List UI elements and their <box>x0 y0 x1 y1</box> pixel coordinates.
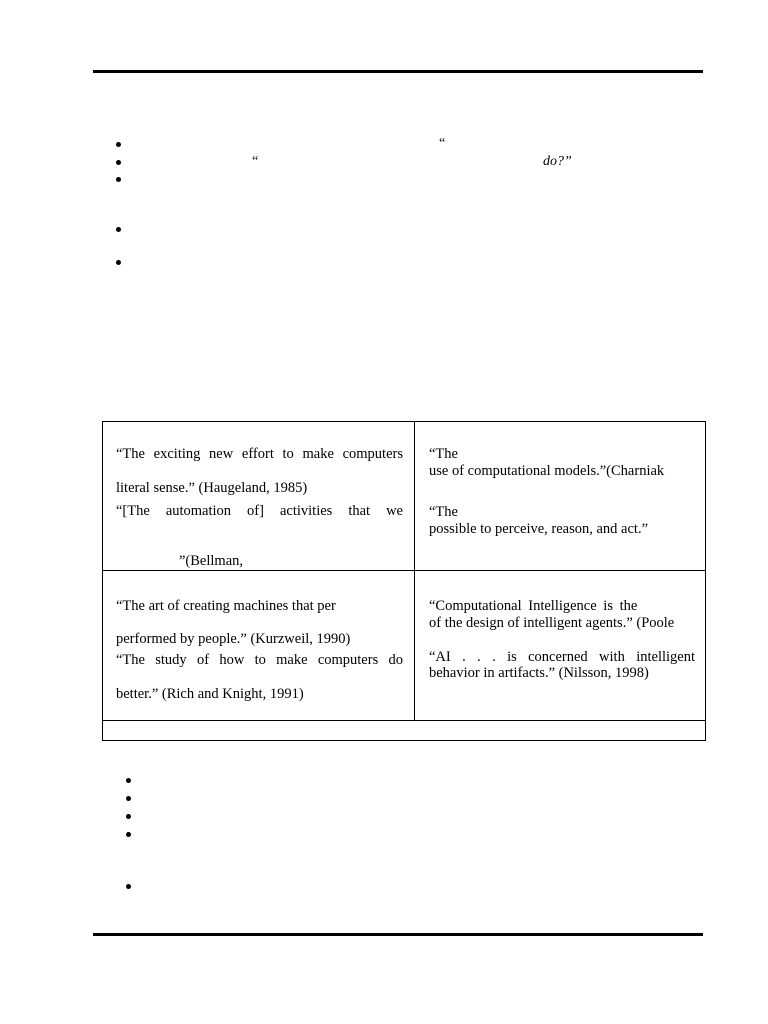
bullet-text-fragment: “ <box>252 154 259 169</box>
table-cell-text: “The study of how to make computers do <box>116 652 403 668</box>
bullet-icon <box>116 160 121 165</box>
table-cell-text: “[The automation of] activities that we <box>116 503 403 519</box>
table-cell-text: better.” (Rich and Knight, 1991) <box>116 686 304 702</box>
table-cell-text: literal sense.” (Haugeland, 1985) <box>116 480 308 496</box>
table-column-divider <box>414 422 415 720</box>
list-item <box>0 825 768 843</box>
list-item <box>0 135 768 153</box>
header-rule <box>93 70 703 73</box>
list-item <box>0 153 768 171</box>
bullet-icon <box>116 260 121 265</box>
bullet-icon <box>116 177 121 182</box>
bullet-icon <box>116 227 121 232</box>
table-cell-text: “The exciting new effort to make computers <box>116 446 403 462</box>
table-cell-text: ”(Bellman, <box>179 553 244 569</box>
table-cell-text: “The art of creating machines that per <box>116 598 336 614</box>
list-item <box>0 789 768 807</box>
bullet-icon <box>126 884 131 889</box>
footer-rule <box>93 933 703 936</box>
table-cell-text: use of computational models.”(Charniak <box>429 463 665 479</box>
list-item <box>0 170 768 188</box>
table-cell-text: of the design of intelligent agents.” (Poole <box>429 615 675 631</box>
bullet-text-fragment: “ <box>439 136 446 151</box>
bullet-icon <box>116 142 121 147</box>
bullet-icon <box>126 814 131 819</box>
bullet-icon <box>126 778 131 783</box>
list-item <box>0 220 768 238</box>
table-cell-text: “Computational Intelligence is the <box>429 598 638 614</box>
table-cell-text: behavior in artifacts.” (Nilsson, 1998) <box>429 665 649 681</box>
table-cell-text: performed by people.” (Kurzweil, 1990) <box>116 631 351 647</box>
bullet-text-fragment: do?” <box>543 154 572 169</box>
bullet-icon <box>126 832 131 837</box>
list-item <box>0 253 768 271</box>
table-cell-text: possible to perceive, reason, and act.” <box>429 521 649 537</box>
list-item <box>0 771 768 789</box>
ai-definitions-table <box>102 421 706 741</box>
bullet-icon <box>126 796 131 801</box>
table-row-divider <box>103 720 705 721</box>
table-cell-text: “The <box>429 446 458 462</box>
list-item <box>0 877 768 895</box>
table-cell-text: “The <box>429 504 458 520</box>
table-cell-text: “AI . . . is concerned with intelligent <box>429 649 695 665</box>
table-row-divider <box>103 570 705 571</box>
list-item <box>0 807 768 825</box>
